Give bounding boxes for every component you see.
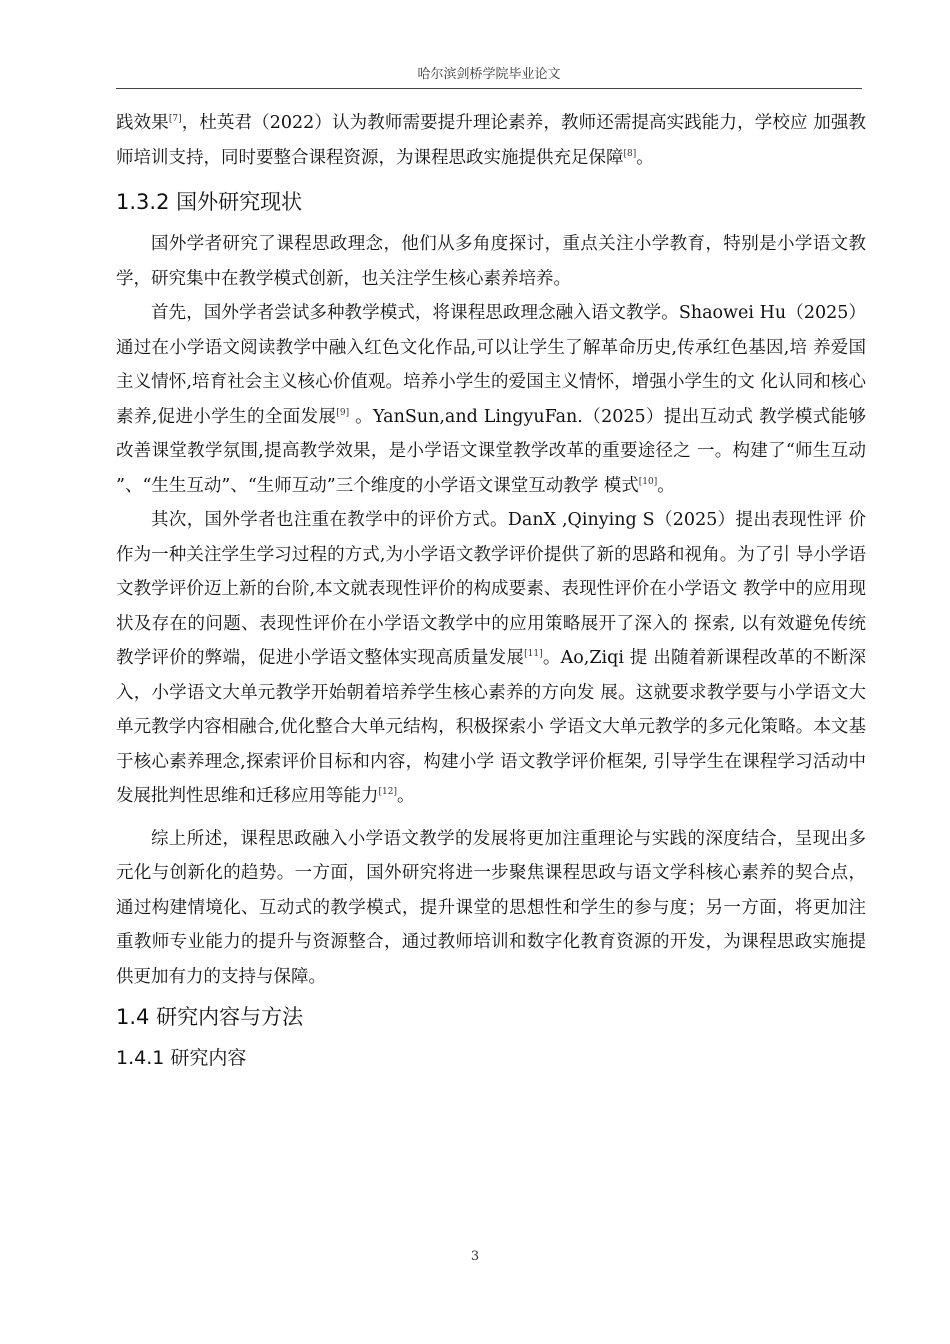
text-run: 践效果 — [116, 113, 169, 133]
text-run: 。 — [657, 475, 675, 496]
running-header: 哈尔滨剑桥学院毕业论文 — [116, 66, 862, 89]
citation-ref: [7] — [168, 114, 182, 124]
citation-ref: [10] — [638, 476, 658, 487]
text-run: 其次，国外学者也注重在教学中的评价方式。DanX ,Qinying S（2025）提出表现性评 价作为一种关注学生学习过程的方式,为小学语文教学评价提供了新的思路和视角。为了引 导小学语文教学评价迈上新的台阶,本文就表现性评价的构成要素、表现性评价在小学语文 教学中的应用现状及存在的问题、表现性评价在小学语文教学中的应用策略展开了深入的 探索, 以有效避免传统教学评价的弊端，促进小学语文整体实现高质量发展 — [116, 510, 866, 668]
citation-ref: [8] — [623, 148, 637, 159]
text-run: 。 — [636, 147, 654, 168]
paragraph-summary: 综上所述，课程思政融入小学语文教学的发展将更加注重理论与实践的深度结合，呈现出多元化与创新化的趋势。一方面，国外研究将进一步聚焦课程思政与语文学科核心素养的契合点，通过构建情境化、互动式的教学模式，提升课堂的思想性和学生的参与度；另一方面，将更加注重教师专业能力的提升与资源整合，通过教师培训和数字化教育资源的开发，为课程思政实施提供更加有力的支持与保障。 — [116, 828, 866, 987]
text-run: 。YanSun,and LingyuFan.（2025）提出互动式 教学模式能够改善课堂教学氛围,提高教学效果，是小学语文课堂教学改革的重要途径之 一。构建了“师生互动 ”、“生生互动”、“生师互动”三个维度的小学语文课堂互动教学 模式 — [116, 406, 866, 496]
page-body — [116, 106, 866, 1072]
text-run: ，杜英君（2022）认为教师需要提升理论素养，教师还需提高实践能力，学校应 加强教师培训支持，同时要整合课程资源，为课程思政实施提供充足保障 — [116, 113, 866, 168]
continued-paragraph — [116, 106, 866, 175]
paragraph-teaching-models — [116, 296, 866, 503]
page-number: 3 — [470, 1249, 480, 1264]
text-run: 首先，国外学者尝试多种教学模式，将课程思政理念融入语文教学。Shaowei Hu（2025） 通过在小学语文阅读教学中融入红色文化作品,可以让学生了解革命历史,传承红色基因,培 养爱国主义情怀,培育社会主义核心价值观。培养小学生的爱国主义情怀，增强小学生的文 化认同和核心素养,促进小学生的全面发展 — [116, 303, 866, 427]
paragraph-intro: 国外学者研究了课程思政理念，他们从多角度探讨，重点关注小学教育，特别是小学语文教学，研究集中在教学模式创新，也关注学生核心素养培养。 — [116, 234, 866, 289]
text-run: 。Ao,Ziqi 提 出随着新课程改革的不断深入，小学语文大单元教学开始朝着培养学生核心素养的方向发 展。这就要求教学要与小学语文大单元教学内容相融合,优化整合大单元结构，积极探索小 学语文大单元教学的多元化策略。本文基于核心素养理念,探索评价目标和内容，构建小学 语文教学评价框架, 引导学生在课程学习活动中发展批判性思维和迁移应用等能力 — [116, 648, 866, 806]
citation-ref: [11] — [524, 649, 543, 659]
section-heading-1-4-1: 1.4.1 研究内容 — [116, 1047, 247, 1069]
text-run: 。 — [396, 786, 415, 806]
paragraph-evaluation — [116, 503, 866, 814]
section-heading-1-3-2: 1.3.2 国外研究现状 — [116, 190, 303, 214]
section-heading-1-4: 1.4 研究内容与方法 — [116, 1005, 304, 1029]
citation-ref: [12] — [378, 787, 397, 797]
citation-ref: [9] — [336, 407, 350, 418]
